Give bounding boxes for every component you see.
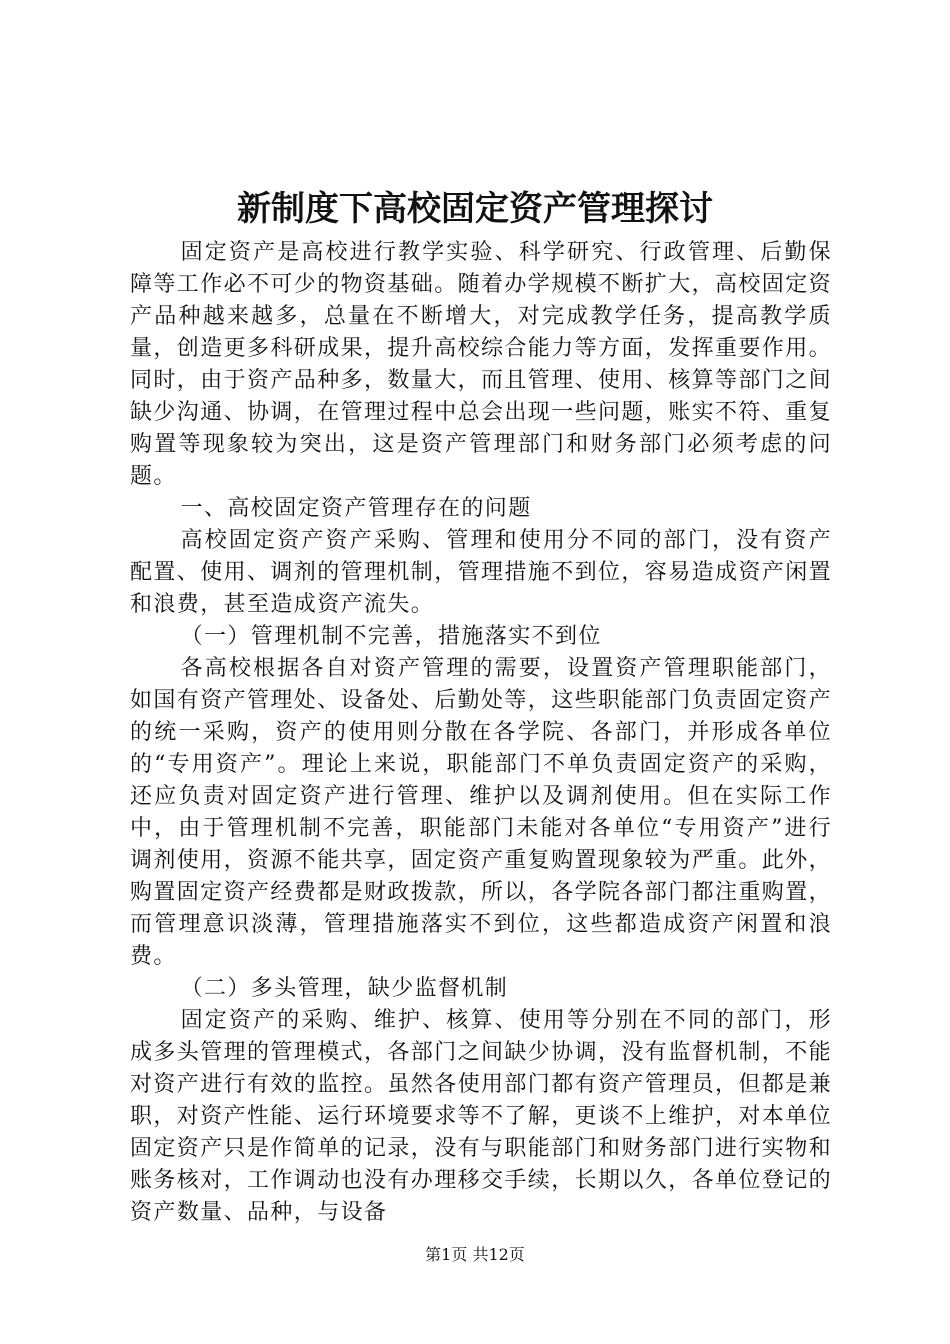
subsection-heading: （一）管理机制不完善，措施落实不到位 bbox=[180, 624, 602, 649]
body-paragraph: 各高校根据各自对资产管理的需要，设置资产管理职能部门，如国有资产管理处、设备处、后勤处等，这些职能部门负责固定资产的统一采购，资产的使用则分散在各学院、各部门，并形成各单位的“专用资产”。理论上来说，职能部门不单负责固定资产的采购，还应负责对固定资产进行管理、维护以及调剂使用。但在实际工作中，由于管理机制不完善，职能部门未能对各单位“专用资产”进行调剂使用，资源不能共享，固定资产重复购置现象较为严重。此外，购置固定资产经费都是财政拨款，所以，各学院各部门都注重购置，而管理意识淡薄，管理措施落实不到位，这些都造成资产闲置和浪费。 bbox=[130, 656, 833, 969]
section-heading: 一、高校固定资产管理存在的问题 bbox=[180, 496, 532, 521]
page-number-footer: 第1页 共12页 bbox=[425, 1245, 525, 1264]
subsection-heading: （二）多头管理，缺少监督机制 bbox=[180, 976, 509, 1001]
document-title: 新制度下高校固定资产管理探讨 bbox=[237, 189, 713, 229]
body-paragraph: 固定资产是高校进行教学实验、科学研究、行政管理、后勤保障等工作必不可少的物资基础。随着办学规模不断扩大，高校固定资产品种越来越多，总量在不断增大，对完成教学任务，提高教学质量，创造更多科研成果，提升高校综合能力等方面，发挥重要作用。同时，由于资产品种多，数量大，而且管理、使用、核算等部门之间缺少沟通、协调，在管理过程中总会出现一些问题，账实不符、重复购置等现象较为突出，这是资产管理部门和财务部门必须考虑的问题。 bbox=[130, 240, 833, 489]
body-paragraph: 固定资产的采购、维护、核算、使用等分别在不同的部门，形成多头管理的管理模式，各部门之间缺少协调，没有监督机制，不能对资产进行有效的监控。虽然各使用部门都有资产管理员，但都是兼职，对资产性能、运行环境要求等不了解，更谈不上维护，对本单位固定资产只是作简单的记录，没有与职能部门和财务部门进行实物和账务核对，工作调动也没有办理移交手续，长期以久，各单位登记的资产数量、品种，与设备 bbox=[130, 1008, 833, 1225]
document-body bbox=[130, 237, 832, 1229]
body-paragraph: 高校固定资产资产采购、管理和使用分不同的部门，没有资产配置、使用、调剂的管理机制，管理措施不到位，容易造成资产闲置和浪费，甚至造成资产流失。 bbox=[130, 528, 833, 617]
